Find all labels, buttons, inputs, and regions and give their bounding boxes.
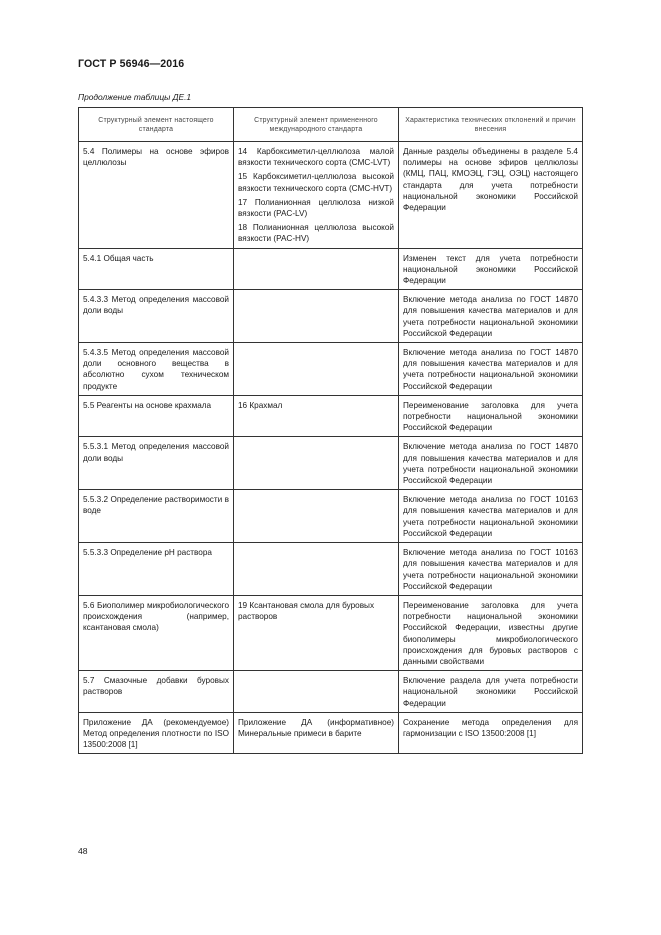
table-cell: Включение метода анализа по ГОСТ 14870 для повышения качества материалов и для учета потребности национальной экономики Российской Федерации: [399, 290, 583, 343]
table-cell: Приложение ДА (рекомендуемое) Метод определения плотности по ISO 13500:2008 [1]: [79, 712, 234, 754]
table-cell: 5.7 Смазочные добавки буровых растворов: [79, 671, 234, 713]
table-cell: Сохранение метода определения для гармонизации с ISO 13500:2008 [1]: [399, 712, 583, 754]
table-cell: [234, 248, 399, 290]
table-cell: 5.4.3.5 Метод определения массовой доли основного вещества в абсолютно сухом техническом продукте: [79, 343, 234, 396]
page-number: 48: [78, 846, 88, 856]
table-cell: Переименование заголовка для учета потребности национальной экономики Российской Федерации, известны другие биополимеры микробиологического происхождения для буровых растворов с данными свойствами: [399, 595, 583, 670]
table-cell: [234, 437, 399, 490]
deviation-table: [78, 107, 583, 754]
table-row: [79, 395, 583, 437]
cell-paragraph: 17 Полианионная целлюлоза низкой вязкости (PAC-LV): [238, 197, 394, 219]
table-cell: Включение метода анализа по ГОСТ 14870 для повышения качества материалов и для учета потребности национальной экономики Российской Федерации: [399, 343, 583, 396]
column-header: Характеристика технических отклонений и причин внесения: [399, 108, 583, 142]
cell-paragraph: 18 Полианионная целлюлоза высокой вязкости (PAC-HV): [238, 223, 394, 244]
table-cell: 5.4.3.3 Метод определения массовой доли воды: [79, 290, 234, 343]
document-header: ГОСТ Р 56946—2016: [78, 58, 185, 70]
table-cell: [234, 343, 399, 396]
table-cell: Включение раздела для учета потребности национальной экономики Российской Федерации: [399, 671, 583, 713]
table-cell: 5.5.3.3 Определение pH раствора: [79, 543, 234, 596]
column-header: Структурный элемент примененного международного стандарта: [234, 108, 399, 142]
table-caption: Продолжение таблицы ДЕ.1: [78, 92, 192, 102]
table-cell: [234, 543, 399, 596]
table-cell: 16 Крахмал: [234, 395, 399, 437]
cell-paragraph: 15 Карбоксиметил-целлюлоза высокой вязкости технического сорта (CMC-HVT): [238, 172, 394, 193]
table-cell: [234, 290, 399, 343]
table-cell: 5.6 Биополимер микробиологического происхождения (например, ксантановая смола): [79, 595, 234, 670]
table-cell: [234, 490, 399, 543]
table-row: [79, 490, 583, 543]
table-row: [79, 437, 583, 490]
cell-paragraph: 14 Карбоксиметил-целлюлоза малой вязкости технического сорта (CMC-LVT): [238, 147, 394, 168]
table-row: [79, 595, 583, 670]
table-cell: 5.4.1 Общая часть: [79, 248, 234, 290]
table-row: [79, 290, 583, 343]
table-cell: Включение метода анализа по ГОСТ 10163 для повышения качества материалов и для учета потребности национальной экономики Российской Федерации: [399, 490, 583, 543]
table-header-row: [79, 108, 583, 142]
table-cell: Включение метода анализа по ГОСТ 14870 для повышения качества материалов и для учета потребности национальной экономики Российской Федерации: [399, 437, 583, 490]
table-cell: 5.5.3.1 Метод определения массовой доли воды: [79, 437, 234, 490]
table-row: [79, 343, 583, 396]
table-row: [79, 142, 583, 249]
table-cell: 5.4 Полимеры на основе эфиров целлюлозы: [79, 142, 234, 249]
table-row: [79, 712, 583, 754]
table-cell: 5.5 Реагенты на основе крахмала: [79, 395, 234, 437]
table-cell: 5.5.3.2 Определение растворимости в воде: [79, 490, 234, 543]
column-header: Структурный элемент настоящего стандарта: [79, 108, 234, 142]
table-cell: Данные разделы объединены в разделе 5.4 полимеры на основе эфиров целлюлозы (КМЦ, ПАЦ, КМОЭЦ, ГЭЦ, ОЭЦ) настоящего стандарта для учета потребности национальной экономики Российской Федерации: [399, 142, 583, 249]
table-cell: Переименование заголовка для учета потребности национальной экономики Российской Федерации: [399, 395, 583, 437]
table-cell: Включение метода анализа по ГОСТ 10163 для повышения качества материалов и для учета потребности национальной экономики Российской Федерации: [399, 543, 583, 596]
table-cell: Приложение ДА (информативное) Минеральные примеси в барите: [234, 712, 399, 754]
table-cell: [234, 142, 399, 249]
table-cell: 19 Ксантановая смола для буровых растворов: [234, 595, 399, 670]
table-cell: [234, 671, 399, 713]
table-row: [79, 248, 583, 290]
table-cell: Изменен текст для учета потребности национальной экономики Российской Федерации: [399, 248, 583, 290]
table-row: [79, 671, 583, 713]
table-row: [79, 543, 583, 596]
